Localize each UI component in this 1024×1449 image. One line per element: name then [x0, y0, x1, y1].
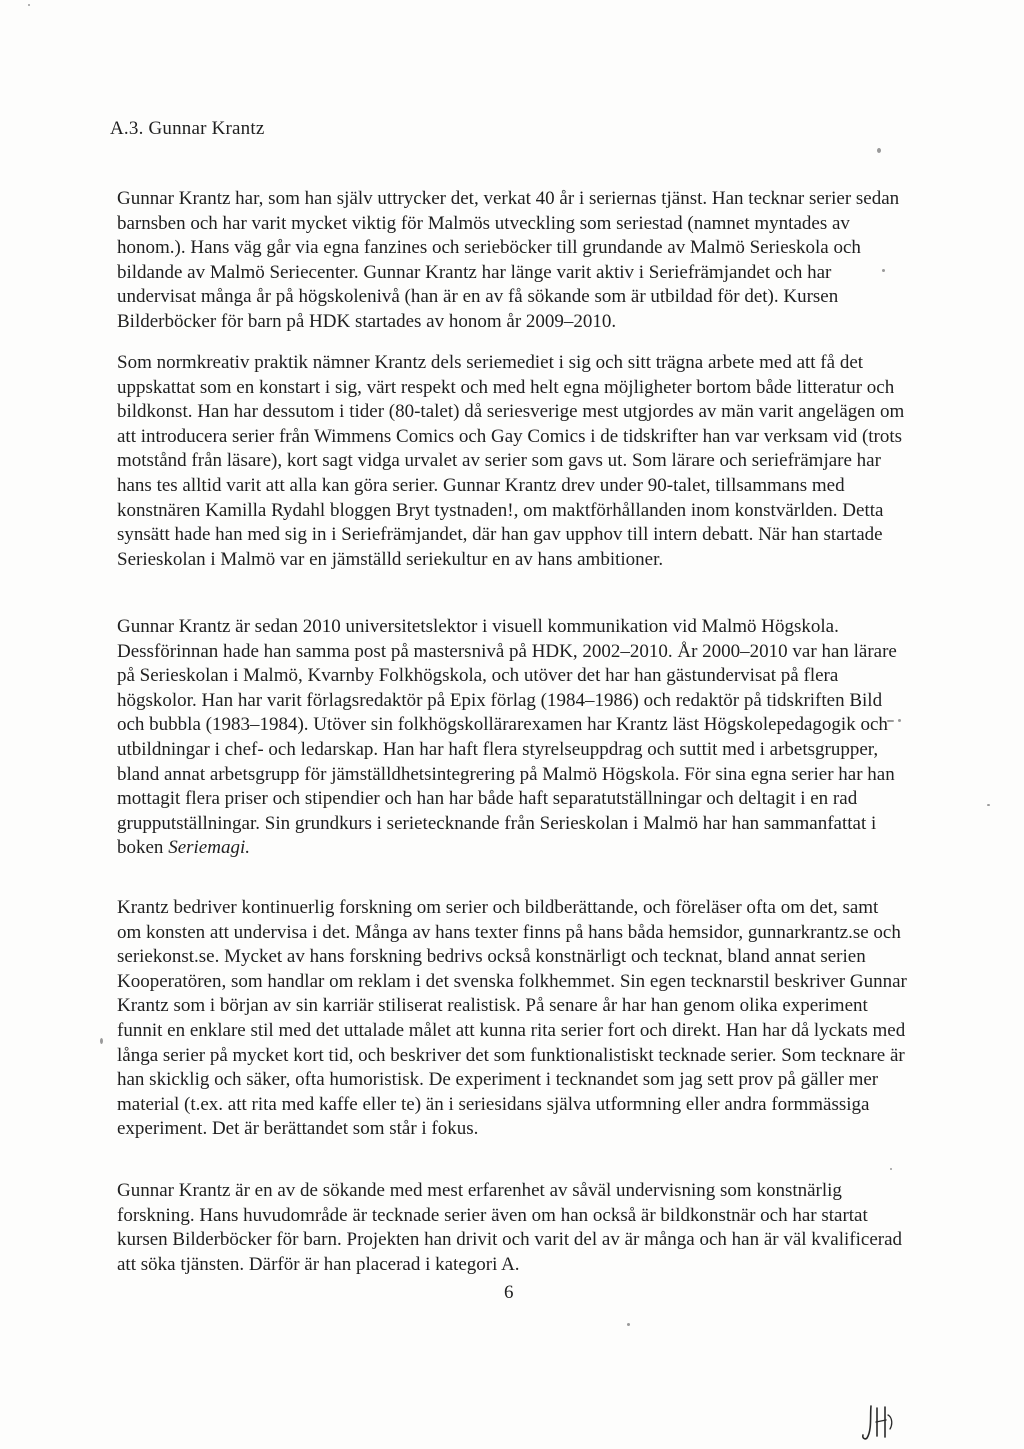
scan-speck — [877, 148, 881, 153]
scan-speck — [627, 1323, 630, 1326]
scan-speck — [890, 1168, 892, 1170]
paragraph-5: Gunnar Krantz är en av de sökande med mest erfarenhet av såväl undervisning som konstnärlig forskning. Hans huvudområde är tecknade serier även om han också är bildkonstnär och har startat kursen Bilderböcker för barn. Projekten han drivit och varit del av är många och han är väl kvalificerad att söka tjänsten. Därför är han placerad i kategori A. — [117, 1180, 903, 1275]
paragraph-3 — [117, 615, 907, 861]
paragraph-1: Gunnar Krantz har, som han själv uttrycker det, verkat 40 år i seriernas tjänst. Han tecknar serier sedan barnsben och har varit mycket viktig för Malmös utveckling som seriestad (namnet myntades av honom.). Hans väg går via egna fanzines och serieböcker till grundande av Malmö Serieskola och bildande av Malmö Seriecenter. Gunnar Krantz har länge varit aktiv i Seriefrämjandet och har undervisat många år på högskolenivå (han är en av få sökande som är utbildad för det). Kursen Bilderböcker för barn på HDK startades av honom år 2009–2010. — [117, 188, 900, 332]
paragraph-3-text: Gunnar Krantz är sedan 2010 universitetslektor i visuell kommunikation vid Malmö Högskola. Dessförinnan hade han samma post på mastersnivå på HDK, 2002–2010. År 2000–2010 var han lärare på Serieskolan i Malmö, Kvarnby Folkhögskola, och utöver det har han gästundervisat på flera högskolor. Han har varit förlagsredaktör på Epix förlag (1984–1986) och redaktör på tidskriften Bild och bubbla (1983–1984). Utöver sin folkhögskollärarexamen har Krantz läst Högskolepedagogik och utbildningar i chef- och ledarskap. Han har haft flera styrelseuppdrag och suttit med i arbetsgrupper, bland annat arbetsgrupp för jämställdhetsintegrering på Malmö Högskola. För sina egna serier har han mottagit flera priser och stipendier och han har både haft separatutställningar och deltagit i en rad grupputställningar. Sin grundkurs i serietecknande från Serieskolan i Malmö har han sammanfattat i boken — [117, 616, 897, 859]
page-number: 6 — [504, 1282, 514, 1303]
section-heading: A.3. Gunnar Krantz — [110, 118, 265, 139]
paragraph-2: Som normkreativ praktik nämner Krantz dels seriemediet i sig och sitt trägna arbete med att få det uppskattat som en konstart i sig, värt respekt och med helt egna möjligheter bortom både litteratur och bildkonst. Han har dessutom i tider (80-talet) då seriesverige mest utgjordes av män varit angelägen om att introducera serier från Wimmens Comics och Gay Comics i de tidskrifter han var verksam vid (trots motstånd från läsare), kort sagt vidga urvalet av serier som gavs ut. Som lärare och seriefrämjare har hans tes alltid varit att alla kan göra serier. Gunnar Krantz drev under 90-talet, tillsammans med konstnären Kamilla Rydahl bloggen Bryt tystnaden!, om maktförhållanden inom konstvärlden. Detta synsätt hade han med sig in i Seriefrämjandet, där han gav upphov till intern debatt. När han startade Serieskolan i Malmö var en jämställd seriekultur en av hans ambitioner. — [117, 352, 905, 570]
scan-speck — [987, 804, 990, 806]
book-title: Seriemagi. — [168, 837, 250, 859]
paragraph-4: Krantz bedriver kontinuerlig forskning om serier och bildberättande, och föreläser ofta om det, samt om konsten att undervisa i det. Många av hans texter finns på hans båda hemsidor, gunnarkrantz.se och seriekonst.se. Mycket av hans forskning bedrivs också konstnärligt och tecknat, bland annat serien Kooperatören, som handlar om reklam i det svenska folkhemmet. Sin egen tecknarstil beskriver Gunnar Krantz som i början av sin karriär stiliserat realistisk. På senare år har han genom olika experiment funnit en enklare stil med det uttalade målet att kunna rita serier fort och direkt. Han har då lyckats med långa serier på mycket kort tid, och beskriver det som funktionalistiskt tecknade serier. Som tecknare är han skicklig och säker, ofta humoristisk. De experiment i tecknandet som jag sett prov på gäller mer material (t.ex. att rita med kaffe eller te) än i seriesidans själva utformning eller andra formmässiga experiment. Det är berättandet som står i fokus. — [117, 897, 907, 1140]
scan-speck — [28, 4, 30, 6]
handwritten-initials — [858, 1400, 908, 1442]
scan-speck — [100, 1038, 103, 1044]
